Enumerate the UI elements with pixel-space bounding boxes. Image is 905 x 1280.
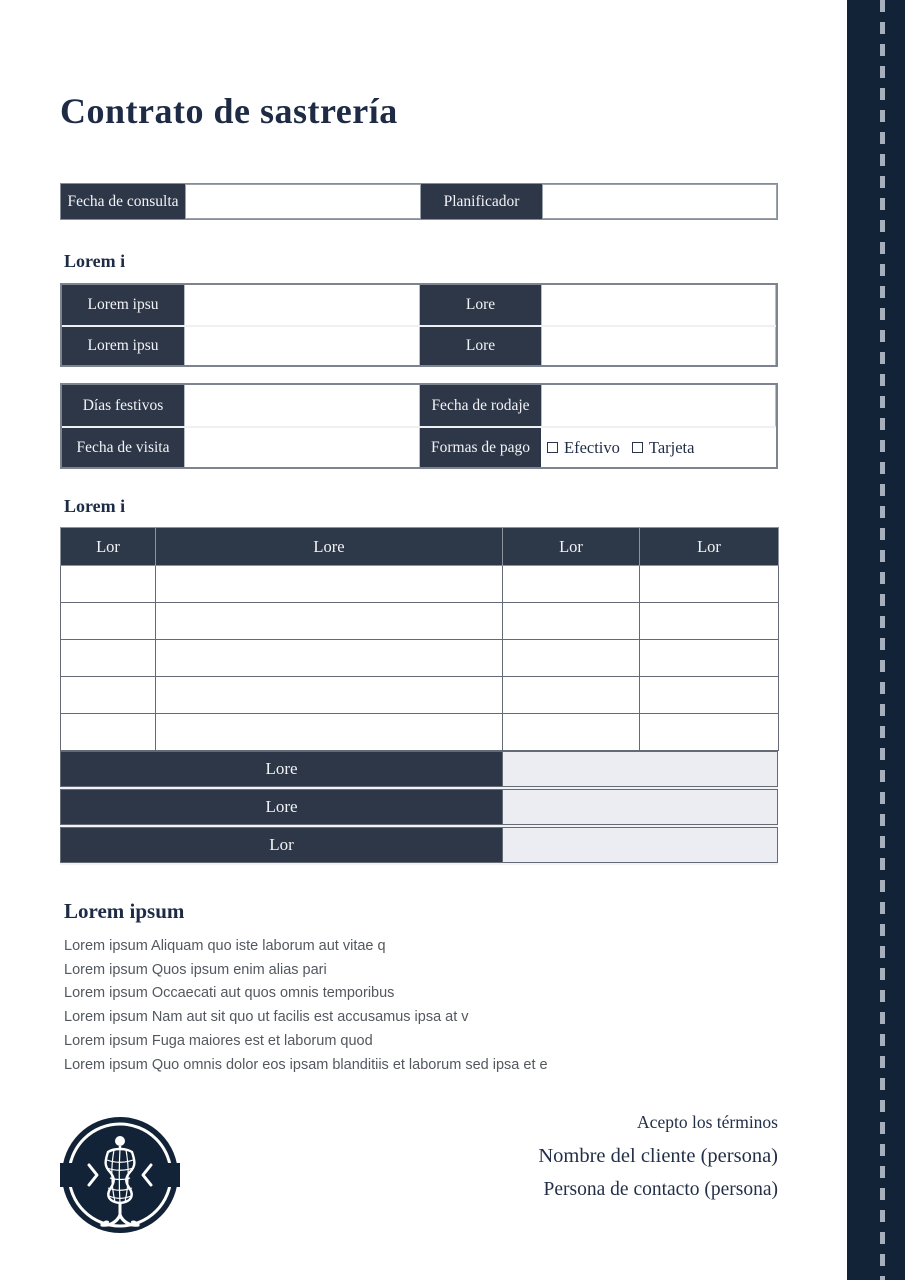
checkbox-tarjeta-icon[interactable] [632, 442, 643, 453]
consultation-row [60, 183, 778, 220]
fecha-de-consulta-label: Fecha de consulta [61, 184, 185, 219]
summary-row-2 [60, 789, 778, 827]
section1-row2 [62, 325, 776, 365]
table-empty-cell[interactable] [61, 640, 156, 677]
measurements-table-wrap [60, 527, 778, 865]
table-empty-row [61, 640, 779, 677]
table-empty-cell[interactable] [503, 603, 640, 640]
section1-row1 [62, 285, 776, 325]
lore-field-1[interactable] [541, 285, 776, 325]
planificador-label: Planificador [421, 184, 542, 219]
lore-label-1: Lore [420, 285, 541, 325]
table-empty-cell[interactable] [640, 677, 779, 714]
summary-label-3: Lor [60, 827, 502, 863]
dias-festivos-label: Días festivos [62, 385, 184, 426]
section1-heading: Lorem i [64, 251, 126, 271]
stitch-dashed-line-icon [880, 0, 885, 1280]
table-empty-cell[interactable] [61, 714, 156, 751]
page-title: Contrato de sastrería [60, 91, 398, 131]
terms-item: Lorem ipsum Nam aut sit quo ut facilis est accusamus ipsa at v [64, 1009, 469, 1026]
formas-de-pago-label: Formas de pago [420, 428, 541, 467]
table-empty-cell[interactable] [503, 566, 640, 603]
table-empty-cell[interactable] [640, 566, 779, 603]
section1-block [60, 283, 778, 367]
contact-person-line: Persona de contacto (persona) [543, 1179, 778, 1200]
fecha-de-visita-field[interactable] [184, 428, 420, 467]
checkbox-efectivo-icon[interactable] [547, 442, 558, 453]
signature-block [538, 1112, 778, 1201]
summary-label-2: Lore [60, 789, 502, 825]
client-name-line: Nombre del cliente (persona) [538, 1145, 778, 1167]
lorem-ipsu-field-2[interactable] [184, 327, 420, 365]
table-empty-cell[interactable] [156, 566, 503, 603]
terms-item: Lorem ipsum Quo omnis dolor eos ipsam blanditiis et laborum sed ipsa et e [64, 1056, 548, 1073]
efectivo-option[interactable] [547, 438, 620, 458]
table-empty-cell[interactable] [156, 603, 503, 640]
section2-block [60, 383, 778, 469]
fecha-de-rodaje-field[interactable] [541, 385, 776, 426]
table-empty-cell[interactable] [503, 640, 640, 677]
summary-row-3 [60, 827, 778, 865]
terms-heading: Lorem ipsum [64, 899, 185, 923]
table-empty-row [61, 677, 779, 714]
table-empty-row [61, 566, 779, 603]
lore-label-2: Lore [420, 327, 541, 365]
section2-row1 [62, 385, 776, 426]
fecha-de-rodaje-label: Fecha de rodaje [420, 385, 541, 426]
table-empty-cell[interactable] [503, 714, 640, 751]
section2-row2 [62, 426, 776, 467]
lorem-ipsu-field-1[interactable] [184, 285, 420, 325]
terms-item: Lorem ipsum Fuga maiores est et laborum quod [64, 1032, 373, 1049]
accept-terms-line: Acepto los términos [637, 1112, 778, 1132]
formas-de-pago-cell [541, 428, 776, 467]
table-empty-cell[interactable] [61, 566, 156, 603]
table-empty-cell[interactable] [640, 603, 779, 640]
summary-label-1: Lore [60, 751, 502, 787]
table-empty-row [61, 714, 779, 751]
column-header-3: Lor [503, 528, 640, 566]
side-stripe [847, 0, 905, 1280]
tarjeta-option[interactable] [632, 438, 695, 458]
tarjeta-label: Tarjeta [648, 437, 695, 457]
planificador-field[interactable] [542, 184, 777, 219]
summary-row-1 [60, 751, 778, 789]
measurements-table-body [61, 566, 779, 751]
table-header-row [61, 528, 779, 566]
table-empty-row [61, 603, 779, 640]
summary-value-1[interactable] [502, 751, 778, 787]
summary-value-3[interactable] [502, 827, 778, 863]
logo-badge [60, 1114, 180, 1236]
table-empty-cell[interactable] [640, 714, 779, 751]
table-empty-cell[interactable] [640, 640, 779, 677]
table-empty-cell[interactable] [156, 640, 503, 677]
efectivo-label: Efectivo [564, 437, 620, 457]
summary-value-2[interactable] [502, 789, 778, 825]
terms-item: Lorem ipsum Occaecati aut quos omnis temporibus [64, 985, 395, 1002]
dress-form-badge-icon [60, 1114, 180, 1236]
table-empty-cell[interactable] [61, 603, 156, 640]
fecha-de-visita-label: Fecha de visita [62, 428, 184, 467]
dias-festivos-field[interactable] [184, 385, 420, 426]
lorem-ipsu-label-1: Lorem ipsu [62, 285, 184, 325]
table-empty-cell[interactable] [156, 714, 503, 751]
column-header-4: Lor [640, 528, 779, 566]
table-empty-cell[interactable] [156, 677, 503, 714]
terms-item: Lorem ipsum Aliquam quo iste laborum aut vitae q [64, 938, 386, 954]
fecha-de-consulta-field[interactable] [185, 184, 421, 219]
column-header-1: Lor [61, 528, 156, 566]
measurements-table [60, 527, 779, 751]
column-header-2: Lore [156, 528, 503, 566]
lorem-ipsu-label-2: Lorem ipsu [62, 327, 184, 365]
terms-item: Lorem ipsum Quos ipsum enim alias pari [64, 961, 327, 978]
table-empty-cell[interactable] [61, 677, 156, 714]
lore-field-2[interactable] [541, 327, 776, 365]
table-empty-cell[interactable] [503, 677, 640, 714]
terms-list [64, 935, 548, 1077]
measurements-heading: Lorem i [64, 496, 126, 516]
